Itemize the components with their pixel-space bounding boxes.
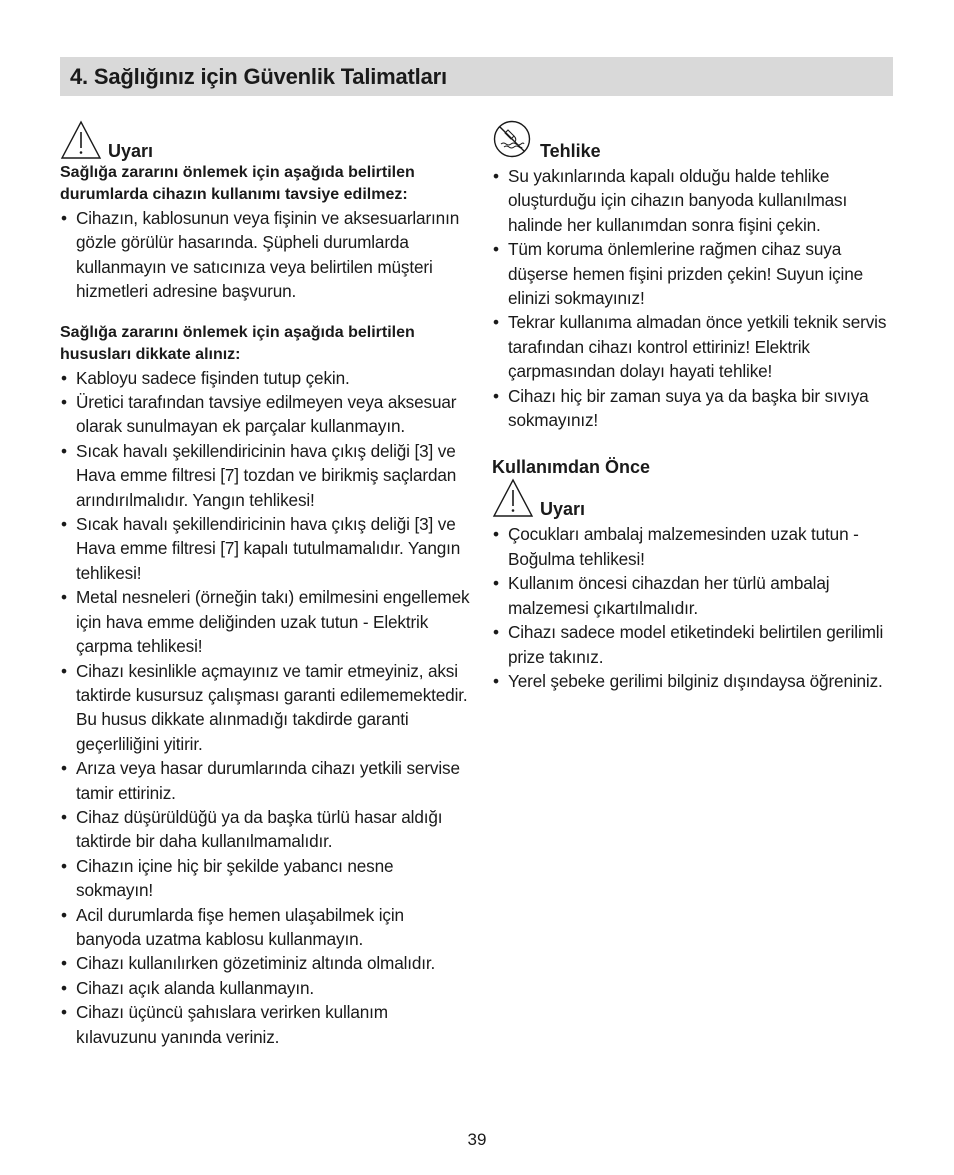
list-item: • Cihazı sadece model etiketindeki belirtilen gerilimli prize takınız. <box>492 620 892 669</box>
right-column <box>492 116 892 693</box>
list-item: • Cihazı hiç bir zaman suya ya da başka bir sıvıya sokmayınız! <box>492 384 892 433</box>
list-item: • Metal nesneleri (örneğin takı) emilmesini engellemek için hava emme deliğinden uzak tutun - Elektrik çarpma tehlikesi! <box>60 585 470 658</box>
page-number: 39 <box>467 1130 487 1149</box>
list-item: • Cihazı kesinlikle açmayınız ve tamir etmeyiniz, aksi taktirde kusursuz çalışması garanti edilememektedir. Bu husus dikkate alınmadığı takdirde garanti geçerliliğini yitirir. <box>60 659 470 757</box>
left-column <box>60 116 470 1049</box>
warning-heading-2 <box>492 474 892 518</box>
list-item: • Cihazın, kablosunun veya fişinin ve aksesuarlarının gözle görülür hasarında. Şüpheli durumlarda kullanmayın ve satıcınıza veya belirtilen müşteri hizmetleri adresine başvurun. <box>60 206 470 304</box>
list-item: • Kullanım öncesi cihazdan her türlü ambalaj malzemesi çıkartılmalıdır. <box>492 571 892 620</box>
warning-triangle-icon <box>492 478 534 518</box>
danger-bullet-list <box>492 164 892 432</box>
list-item: • Sıcak havalı şekillendiricinin hava çıkış deliği [3] ve Hava emme filtresi [7] kapalı tutulmamalıdır. Yangın tehlikesi! <box>60 512 470 585</box>
list-item: • Acil durumlarda fişe hemen ulaşabilmek için banyoda uzatma kablosu kullanmayın. <box>60 903 470 952</box>
danger-heading <box>492 116 892 160</box>
warning-triangle-icon <box>60 120 102 160</box>
list-item: • Yerel şebeke gerilimi bilginiz dışındaysa öğreniniz. <box>492 669 892 693</box>
list-item: • Cihazı üçüncü şahıslara verirken kullanım kılavuzunu yanında veriniz. <box>60 1000 470 1049</box>
bullet-list-2 <box>60 366 470 1049</box>
section-header <box>60 57 893 96</box>
danger-label: Tehlike <box>540 141 601 161</box>
list-item: • Cihazı kullanılırken gözetiminiz altında olmalıdır. <box>60 951 470 975</box>
warning-label: Uyarı <box>540 499 586 520</box>
warning-label: Uyarı <box>108 141 154 161</box>
list-item: • Kabloyu sadece fişinden tutup çekin. <box>60 366 470 390</box>
warning-bullet-list <box>492 522 892 693</box>
list-item: • Üretici tarafından tavsiye edilmeyen veya aksesuar olarak sunulmayan ek parçalar kullanmayın. <box>60 390 470 439</box>
list-item: • Cihazın içine hiç bir şekilde yabancı nesne sokmayın! <box>60 854 470 903</box>
list-item: • Sıcak havalı şekillendiricinin hava çıkış deliği [3] ve Hava emme filtresi [7] tozdan ve birikmiş saçlardan arındırılmalıdır. Yangın tehlikesi! <box>60 439 470 512</box>
list-item: • Arıza veya hasar durumlarında cihazı yetkili servise tamir ettiriniz. <box>60 756 470 805</box>
list-item: • Cihazı açık alanda kullanmayın. <box>60 976 470 1000</box>
warning-heading <box>60 116 470 160</box>
list-item: • Tekrar kullanıma almadan önce yetkili teknik servis tarafından cihazı kontrol ettiriniz! Elektrik çarpmasından dolayı hayati tehlike! <box>492 310 892 383</box>
page-title: 4. Sağlığınız için Güvenlik Talimatları <box>70 64 447 89</box>
list-item: • Su yakınlarında kapalı olduğu halde tehlike oluşturduğu için cihazın banyoda kullanılması halinde her kullanımdan sonra fişini çekin. <box>492 164 892 237</box>
intro-paragraph-1: Sağlığa zararını önlemek için aşağıda belirtilen durumlarda cihazın kullanımı tavsiye edilmez: <box>60 164 415 203</box>
list-item: • Tüm koruma önlemlerine rağmen cihaz suya düşerse hemen fişini prizden çekin! Suyun içine elinizi sokmayınız! <box>492 237 892 310</box>
list-item: • Çocukları ambalaj malzemesinden uzak tutun - Boğulma tehlikesi! <box>492 522 892 571</box>
intro-paragraph-2: Sağlığa zararını önlemek için aşağıda belirtilen hususları dikkate alınız: <box>60 323 415 363</box>
no-water-danger-icon <box>492 120 534 160</box>
section-heading-before-use: Kullanımdan Önce <box>492 457 651 478</box>
bullet-list-1 <box>60 206 470 304</box>
list-item: • Cihaz düşürüldüğü ya da başka türlü hasar aldığı taktirde bir daha kullanılmamalıdır. <box>60 805 470 854</box>
